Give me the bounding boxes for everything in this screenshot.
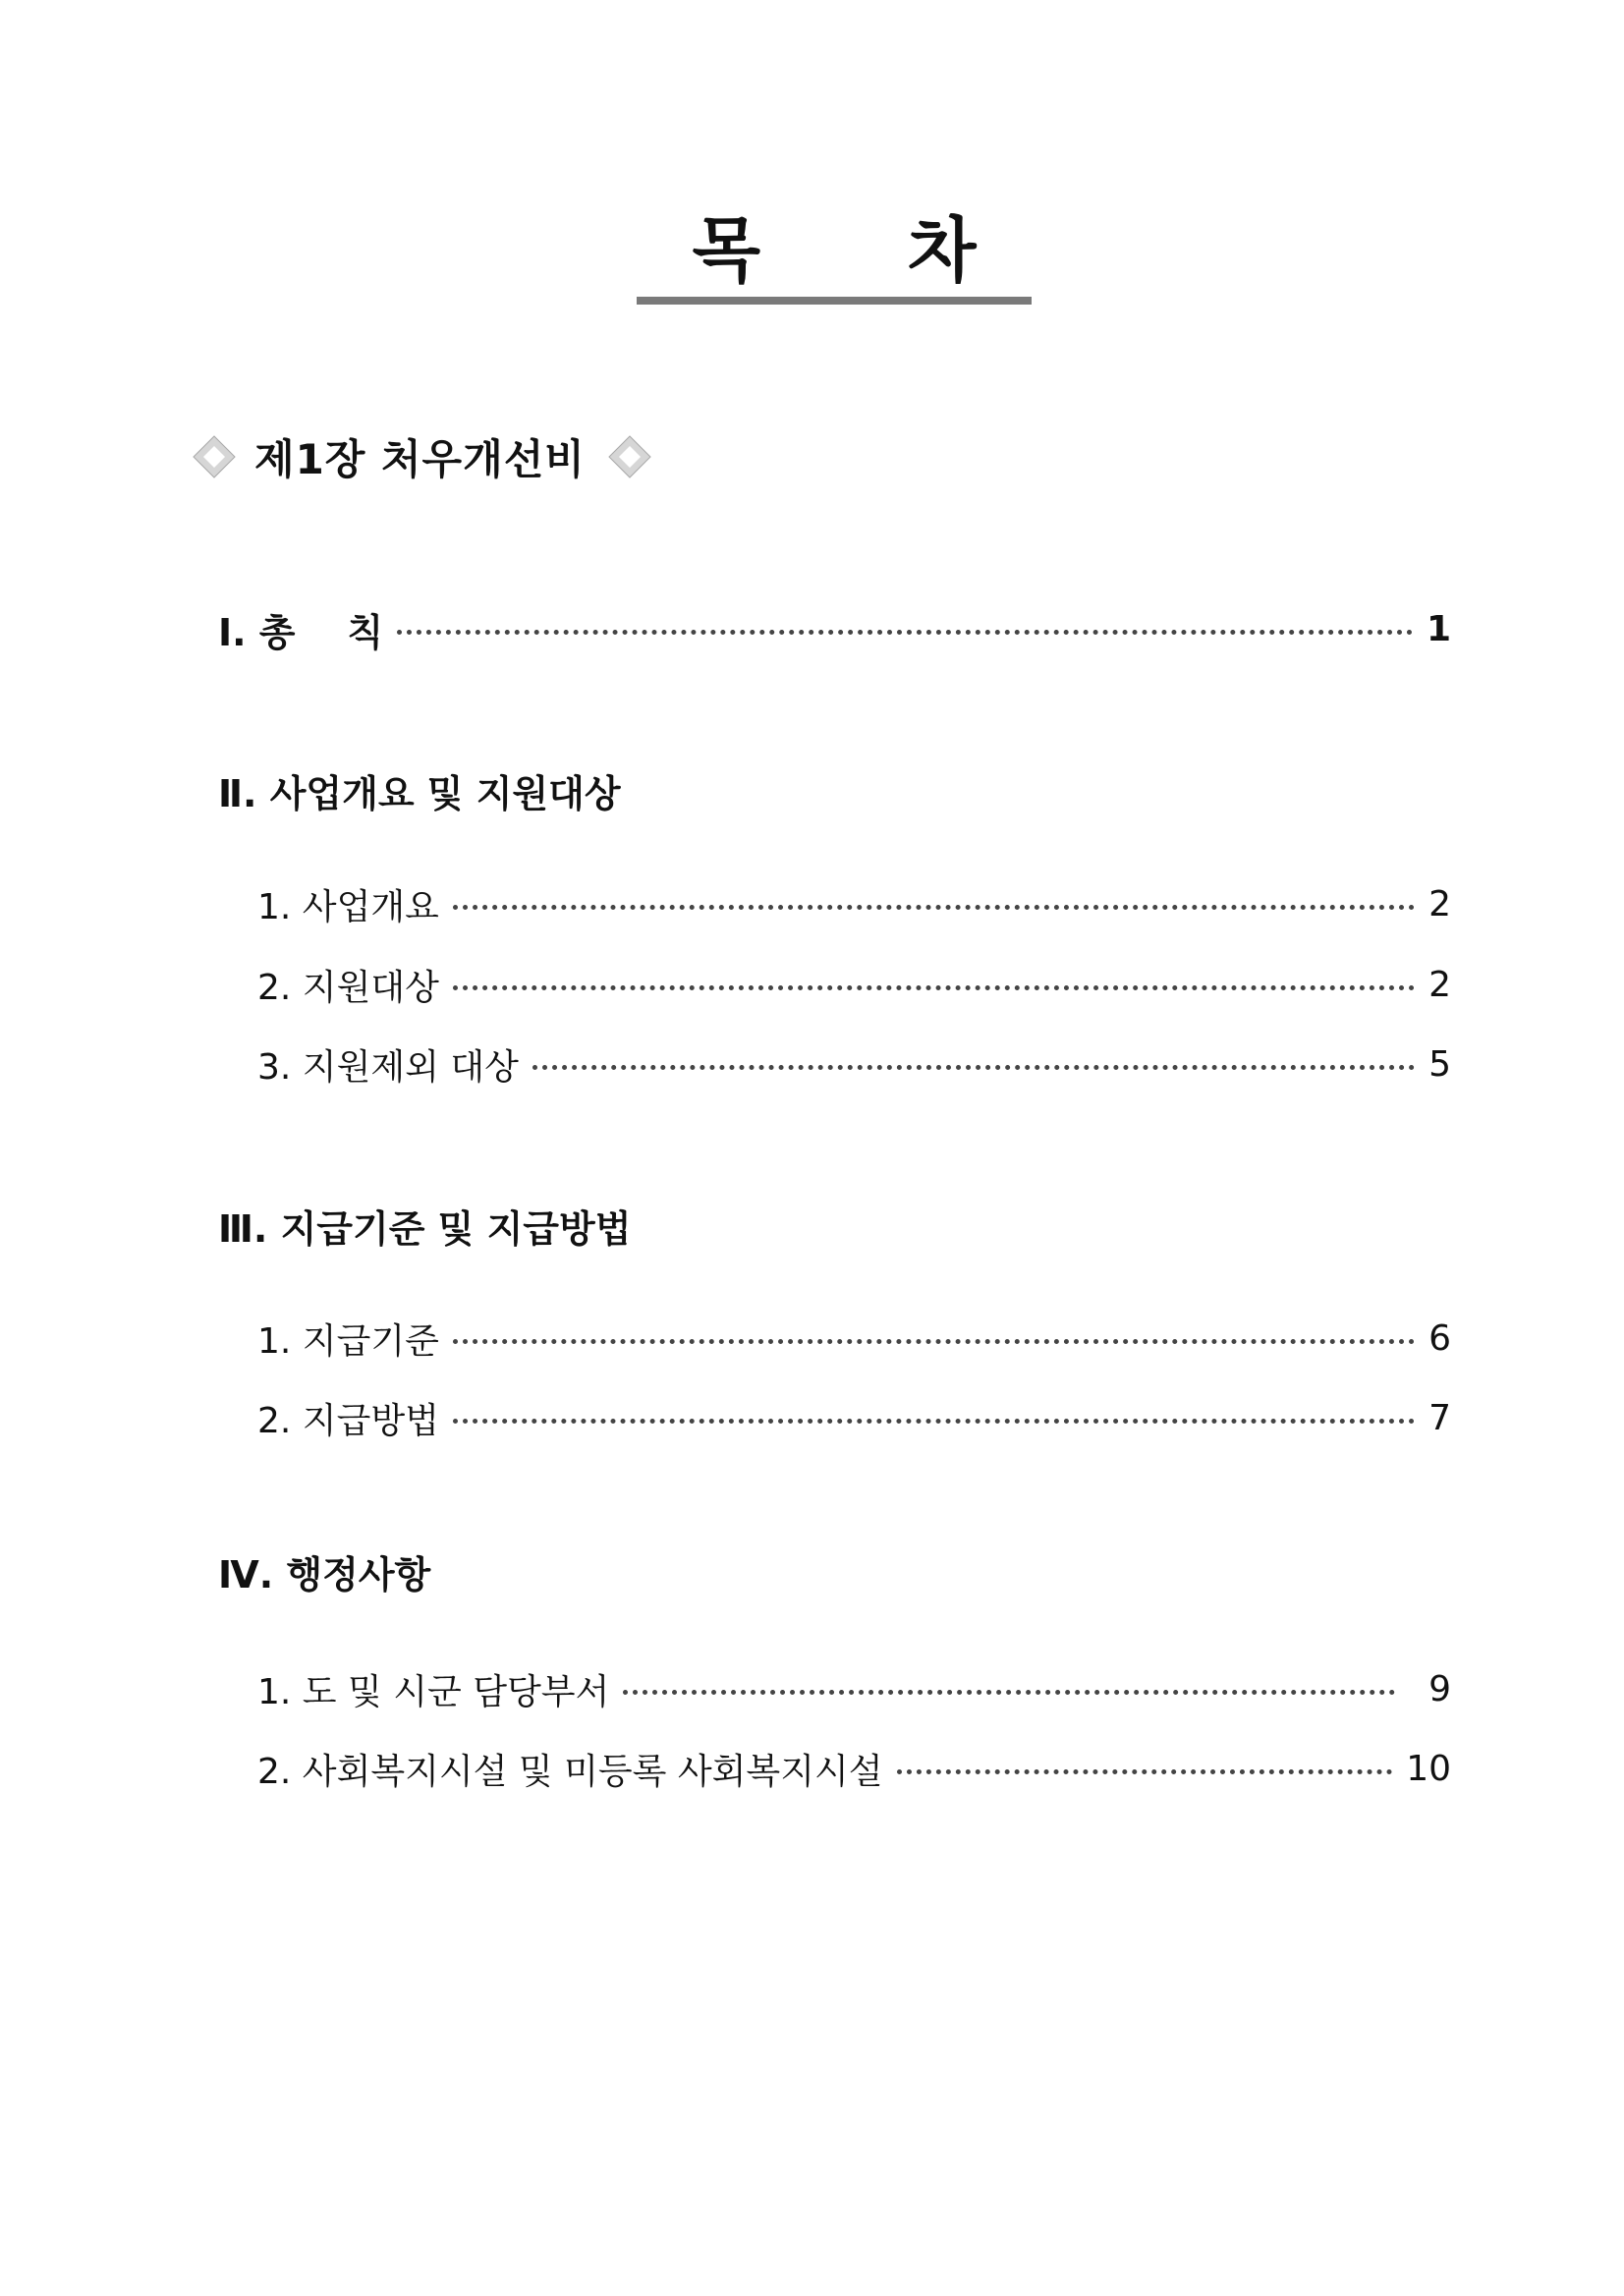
dot-leader xyxy=(397,630,1413,635)
page-title xyxy=(637,201,1032,300)
dot-leader xyxy=(897,1769,1393,1774)
toc-page-number: 6 xyxy=(1428,1317,1451,1359)
toc-entry-label: 1. 지급기준 xyxy=(257,1320,439,1362)
toc-entry-4-2[interactable] xyxy=(257,1744,1451,1793)
toc-entry-label: 2. 지급방법 xyxy=(257,1400,439,1441)
toc-entry-label: 1. 사업개요 xyxy=(257,886,439,927)
diamond-left-icon xyxy=(192,434,237,479)
title-char-left: 목 xyxy=(692,209,760,292)
dot-leader xyxy=(532,1065,1415,1070)
dot-leader xyxy=(623,1690,1395,1695)
toc-entry-4-1[interactable] xyxy=(257,1664,1451,1713)
toc-page-number: 2 xyxy=(1428,964,1451,1005)
toc-entry-label: Ⅰ. 총 칙 xyxy=(218,610,384,654)
toc-entry-label: 2. 지원대상 xyxy=(257,967,439,1008)
section-heading-2: Ⅱ. 사업개요 및 지원대상 xyxy=(218,772,621,815)
toc-page-number: 10 xyxy=(1406,1748,1451,1789)
toc-page-number: 1 xyxy=(1426,608,1451,649)
toc-page-number: 9 xyxy=(1428,1668,1451,1709)
dot-leader xyxy=(453,985,1415,990)
section-heading-3: Ⅲ. 지급기준 및 지급방법 xyxy=(218,1207,632,1251)
toc-page-number: 5 xyxy=(1428,1043,1451,1085)
diamond-right-icon xyxy=(607,434,652,479)
title-underline xyxy=(637,297,1032,305)
toc-page-number: 2 xyxy=(1428,883,1451,924)
dot-leader xyxy=(453,1419,1415,1424)
toc-entry-2-3[interactable] xyxy=(257,1039,1451,1089)
toc-entry-label: 2. 사회복지시설 및 미등록 사회복지시설 xyxy=(257,1751,883,1792)
toc-entry-3-1[interactable] xyxy=(257,1314,1451,1363)
dot-leader xyxy=(453,905,1415,910)
toc-entry-label: 1. 도 및 시군 담당부서 xyxy=(257,1671,610,1712)
dot-leader xyxy=(453,1339,1415,1344)
toc-entry-2-2[interactable] xyxy=(257,960,1451,1009)
title-char-right: 차 xyxy=(908,209,977,292)
section-heading-4: Ⅳ. 행정사항 xyxy=(218,1553,431,1596)
toc-entry-label: 3. 지원제외 대상 xyxy=(257,1046,519,1088)
toc-page-number: 7 xyxy=(1428,1397,1451,1438)
chapter-heading xyxy=(192,422,652,491)
toc-entry-3-2[interactable] xyxy=(257,1393,1451,1442)
toc-entry-2-1[interactable] xyxy=(257,879,1451,928)
chapter-label: 제1장 처우개선비 xyxy=(254,435,586,483)
toc-entry-section-1[interactable] xyxy=(218,604,1451,653)
